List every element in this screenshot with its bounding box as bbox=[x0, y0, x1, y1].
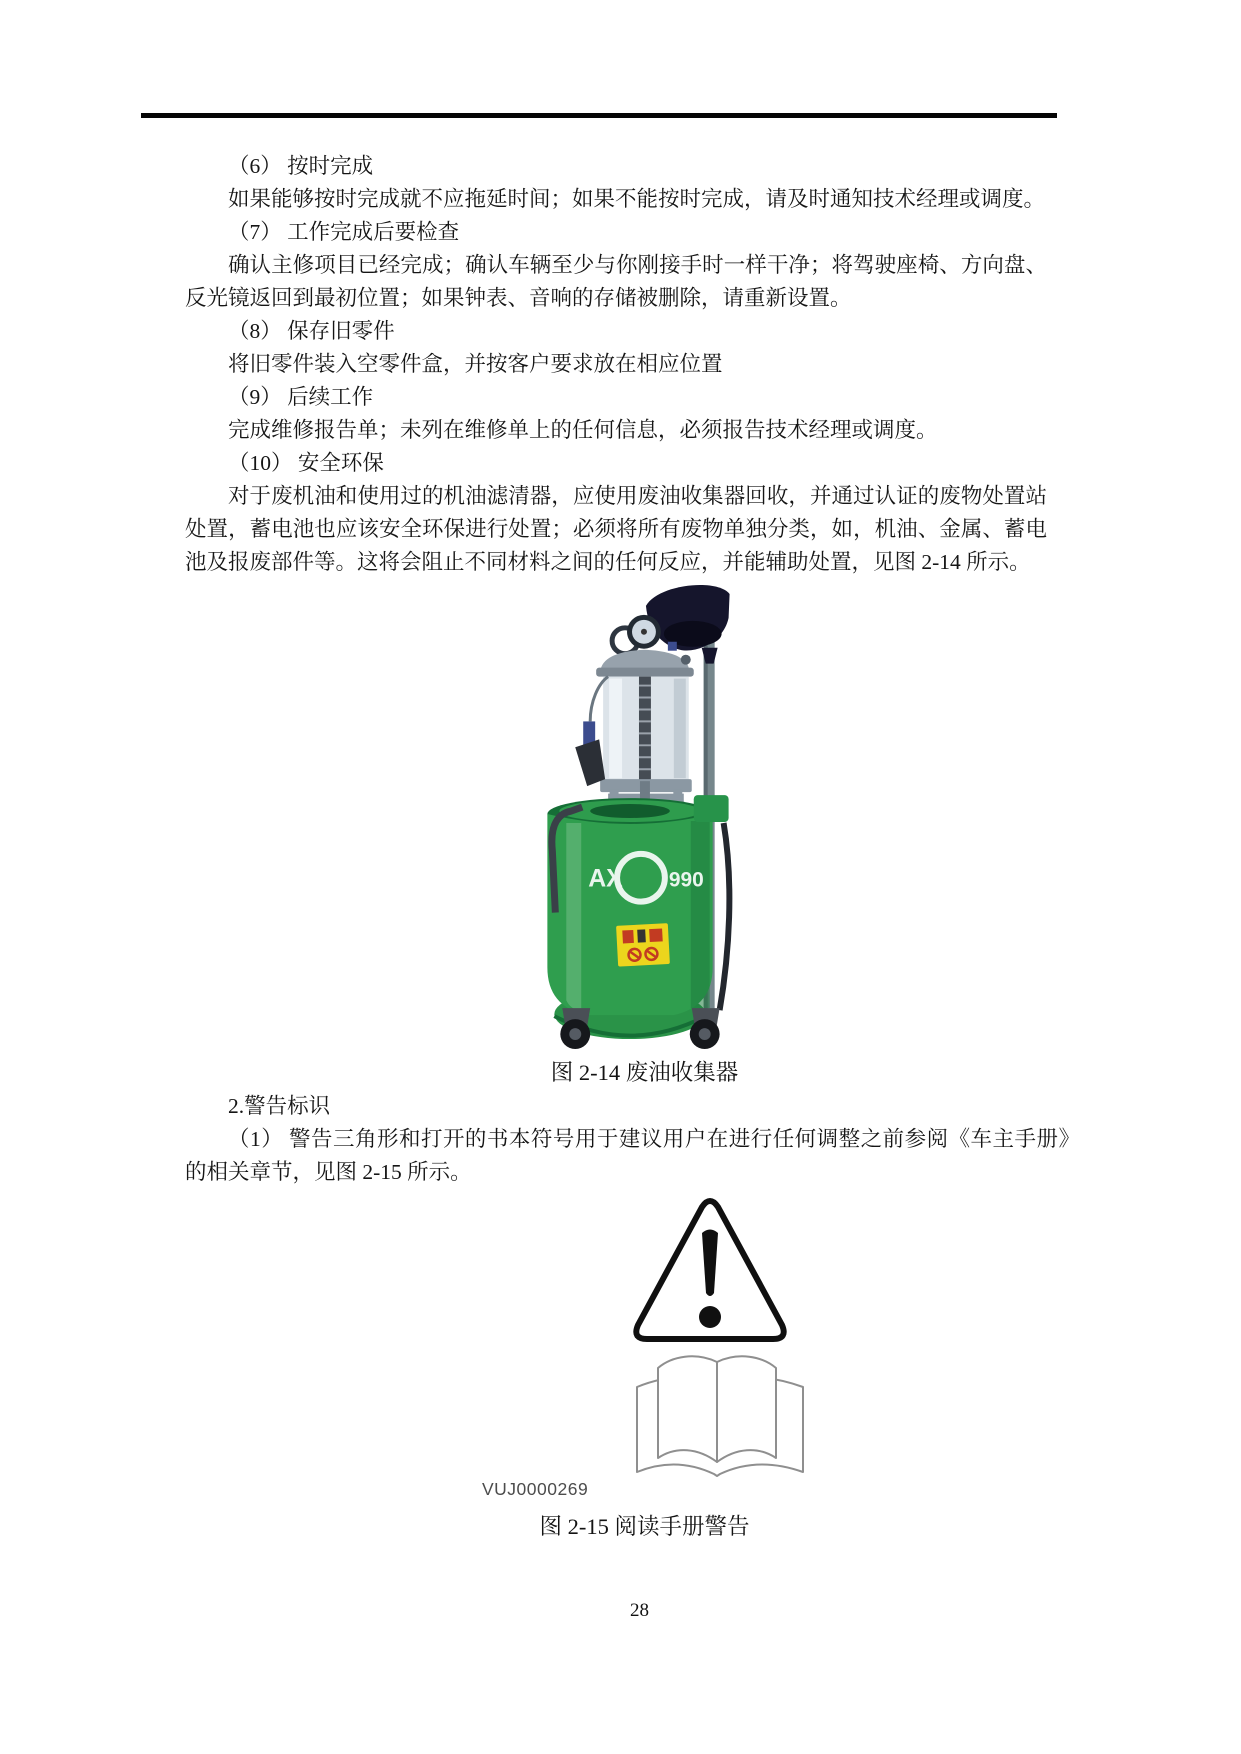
item-8-body: 将旧零件装入空零件盒，并按客户要求放在相应位置 bbox=[228, 352, 723, 376]
suction-gun bbox=[575, 739, 605, 786]
figure-2-14-caption: 图 2-14 废油收集器 bbox=[550, 1060, 739, 1085]
exclamation-dot bbox=[699, 1306, 721, 1328]
section-2-heading: 2.警告标识 bbox=[228, 1094, 331, 1118]
item-6-heading: （6） 按时完成 bbox=[228, 154, 374, 178]
exclamation-bar bbox=[702, 1230, 718, 1297]
level-scale bbox=[639, 677, 651, 781]
figure-2-15-caption: 图 2-15 阅读手册警告 bbox=[539, 1514, 750, 1539]
body-text-block bbox=[185, 150, 1047, 579]
item-8-heading: （8） 保存旧零件 bbox=[228, 319, 395, 343]
page-number: 28 bbox=[630, 1600, 649, 1621]
warning-sticker bbox=[616, 923, 670, 966]
drain-hose bbox=[720, 823, 730, 1010]
book-right-page bbox=[717, 1356, 776, 1462]
device-label-left: AX bbox=[588, 864, 623, 893]
item-10-body: 对于废机油和使用过的机油滤清器，应使用废油收集器回收，并通过认证的废物处置站处置，蓄电池也应该安全环保进行处置；必须将所有废物单独分类，如，机油、金属、蓄电池及报废部件等。这将会阻止不同材料之间的任何反应，并能辅助处置，见图 2-14 所示。 bbox=[185, 484, 1047, 574]
section-2-body: （1） 警告三角形和打开的书本符号用于建议用户在进行任何调整之前参阅《车主手册》的相关章节，见图 2-15 所示。 bbox=[185, 1127, 1080, 1184]
warning-triangle-icon bbox=[628, 1193, 792, 1353]
open-book-icon bbox=[628, 1350, 812, 1495]
item-6-body: 如果能够按时完成就不应拖延时间；如果不能按时完成，请及时通知技术经理或调度。 bbox=[228, 187, 1046, 211]
item-7-heading: （7） 工作完成后要检查 bbox=[228, 220, 460, 244]
section-2-block bbox=[185, 1090, 1080, 1189]
item-9-heading: （9） 后续工作 bbox=[228, 385, 374, 409]
pole-bracket bbox=[694, 795, 729, 822]
item-7-body: 确认主修项目已经完成；确认车辆至少与你刚接手时一样干净；将驾驶座椅、方向盘、反光镜返回到最初位置；如果钟表、音响的存储被删除，请重新设置。 bbox=[185, 253, 1047, 310]
header-rule bbox=[141, 113, 1057, 118]
device-label-right: 990 bbox=[668, 868, 704, 892]
waste-oil-collector-photo bbox=[478, 584, 790, 1052]
figure-ref-code: VUJ0000269 bbox=[482, 1479, 589, 1499]
item-10-heading: （10） 安全环保 bbox=[228, 451, 384, 475]
item-9-body: 完成维修报告单；未列在维修单上的任何信息，必须报告技术经理或调度。 bbox=[228, 418, 938, 442]
book-left-page bbox=[658, 1356, 717, 1462]
